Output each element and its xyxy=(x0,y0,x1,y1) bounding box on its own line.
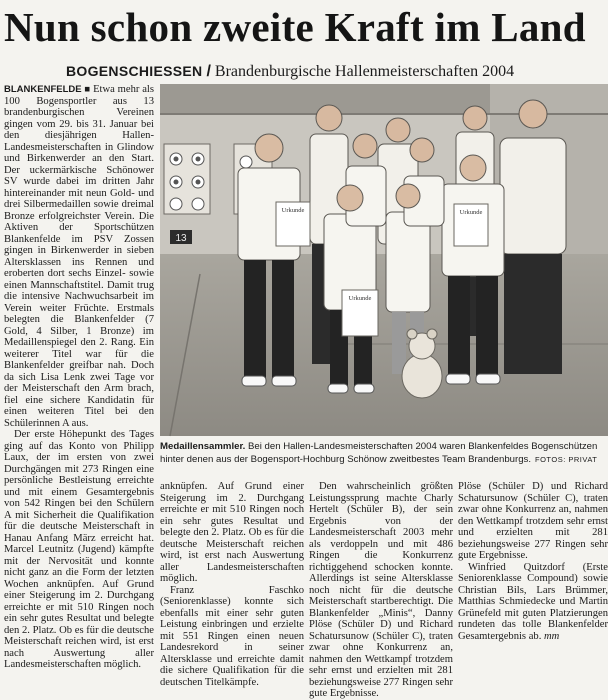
certificate-label-3: Urkunde xyxy=(459,209,483,216)
caption-text: Bei den Hallen-Landesmeisterschaften 2004 waren Blankenfeldes Bogenschützen hinter denen aus der Bogensport-Hochburg Schönow zweitbestes Team Brandenburgs. xyxy=(160,441,598,465)
article-column-1 xyxy=(4,84,154,682)
paragraph-2-continued: anknüpfen. Auf Grund einer Steigerung im 2. Durchgang erreichte er mit 510 Ringen noch ein sehr gutes Resultat und belegte den 2. Platz. Ob es für die deutsche Meisterschaft reichen wird, ist erst nach Auswertung aller Landesmeisterschaften möglich. xyxy=(160,481,304,584)
certificate-label-1: Urkunde xyxy=(281,207,305,214)
photo-caption xyxy=(160,441,608,477)
article-column-2 xyxy=(160,481,304,688)
paragraph-5-text: Winfried Quitzdorf (Erste Seniorenklasse Compound) sowie Christian Bils, Lars Brümmer, Matthias Schmiedecke und Martin Grünefeld mit guten Platzierungen rundeten das tolle Blankenfelder Gesamtergebnis ab. xyxy=(458,561,608,642)
paragraph-4: Den wahrscheinlich größten Leistungssprung machte Charly Hertelt (Schüler B), der sein Ergebnis von der Landesmeisterschaft 2003 mehr als verdoppeln und mit 486 Ringen die Konkurrenz richtiggehend schocken konnte. Allerdings ist seine Altersklasse noch nicht für die deutsche Meisterschaft startberechtigt. Die Blankenfelder „Minis“, Danny Plöse (Schüler D) und Richard Schatursunow (Schüler C), traten zwar ohne Konkurrenz an, nahmen den Wettkampf trotzdem sehr ernst und erzielten mit 281 beziehungsweise 277 Ringen sehr gute Ergebnisse. xyxy=(309,481,453,699)
subheadline xyxy=(66,61,606,81)
dateline: BLANKENFELDE ■ xyxy=(4,84,91,95)
photo-credit: FOTOS: PRIVAT xyxy=(535,454,598,464)
certificate-label-2: Urkunde xyxy=(348,295,372,302)
article-column-3 xyxy=(309,481,453,699)
paragraph-2-start: Der erste Höhepunkt des Tages ging auf das Konto von Philipp Laux, der im ersten von zwei Durchgängen mit 273 Ringen eine persönliche Bestleistung erreichte und mit einem Gesamtergebnis von 542 Ringen bei den Schülern A mit Sicherheit die Qualifikation für die deutsche Meisterschaft in Hanau Anfang März erreicht hat. Marcel Leutnitz (Jugend) kämpfte mit der Nervosität und konnte nicht ganz an die Form der letzten Wochen anknüpfen. Auf Grund einer Steigerung im 2. Durchgang erreichte er mit 510 Ringen noch ein sehr gutes Resultat und belegte den 2. Platz. Ob es für die deutsche Meisterschaft reichen wird, ist erst nach Auswertung aller Landesmeisterschaften möglich. xyxy=(4,429,154,670)
paragraph-3: Franz Faschko (Seniorenklasse) konnte sich ebenfalls mit einer sehr guten Leistung einbringen und erzielte mit 551 Ringen einen neuen Landesrekord in seiner Altersklasse und erreichte damit die sichere Qualifikation für die deutschen Titelkämpfe. xyxy=(160,584,304,688)
paragraph-5 xyxy=(458,562,608,643)
headline: Nun schon zweite Kraft im Land xyxy=(4,4,586,50)
paragraph-1: Etwa mehr als 100 Bogensportler aus 13 brandenburgischen Vereinen gingen vom 29. bis 31. Januar bei den diesjährigen Hallen-Landesmeisterschaften in Glindow und Birkenwerder an den Start. Der uckermärkische Schönower SV wurde dabei im dritten Jahr hintereinander mit neun Gold- und drei Silbermedaillen sowie dreimal Bronze erfolgreichster Verein. Die Aktiven der Sportschützen Blankenfelde im PSV Zossen gingen in Birkenwerder in sieben Altersklassen ins Rennen und eroberten dort sechs Einzel- sowie einen Mannschaftstitel. Damit trug die intensive Nachwuchsarbeit im Verein weiter Früchte. Erstmals belegten die Blankenfelder (7 Gold, 4 Silber, 1 Bronze) im Medaillenspiegel den 2. Rang. Ein weiterer Titel war für die Blankenfelder greifbar nah. Doch da sich Lisa Lenk zwei Tage vor der Meisterschaft den Arm brach, fiel eine sichere Kandidatin für einen weiteren Titel bei den Schülerinnen A aus. xyxy=(4,84,154,429)
section-kicker: BOGENSCHIESSEN xyxy=(66,63,203,79)
author-signature: mm xyxy=(544,630,560,642)
team-photo xyxy=(160,84,608,436)
kicker-separator: / xyxy=(206,63,211,80)
article-column-4 xyxy=(458,481,608,682)
paragraph-4-continued: Plöse (Schüler D) und Richard Schatursunow (Schüler C), traten zwar ohne Konkurrenz an, nahmen den Wettkampf trotzdem sehr ernst und erzielten mit 281 beziehungsweise 277 Ringen sehr gute Ergebnisse. xyxy=(458,481,608,561)
subheadline-title: Brandenburgische Hallenmeisterschaften 2004 xyxy=(214,63,515,80)
caption-lead: Medaillensammler. xyxy=(160,441,246,452)
lane-number: 13 xyxy=(175,233,187,244)
